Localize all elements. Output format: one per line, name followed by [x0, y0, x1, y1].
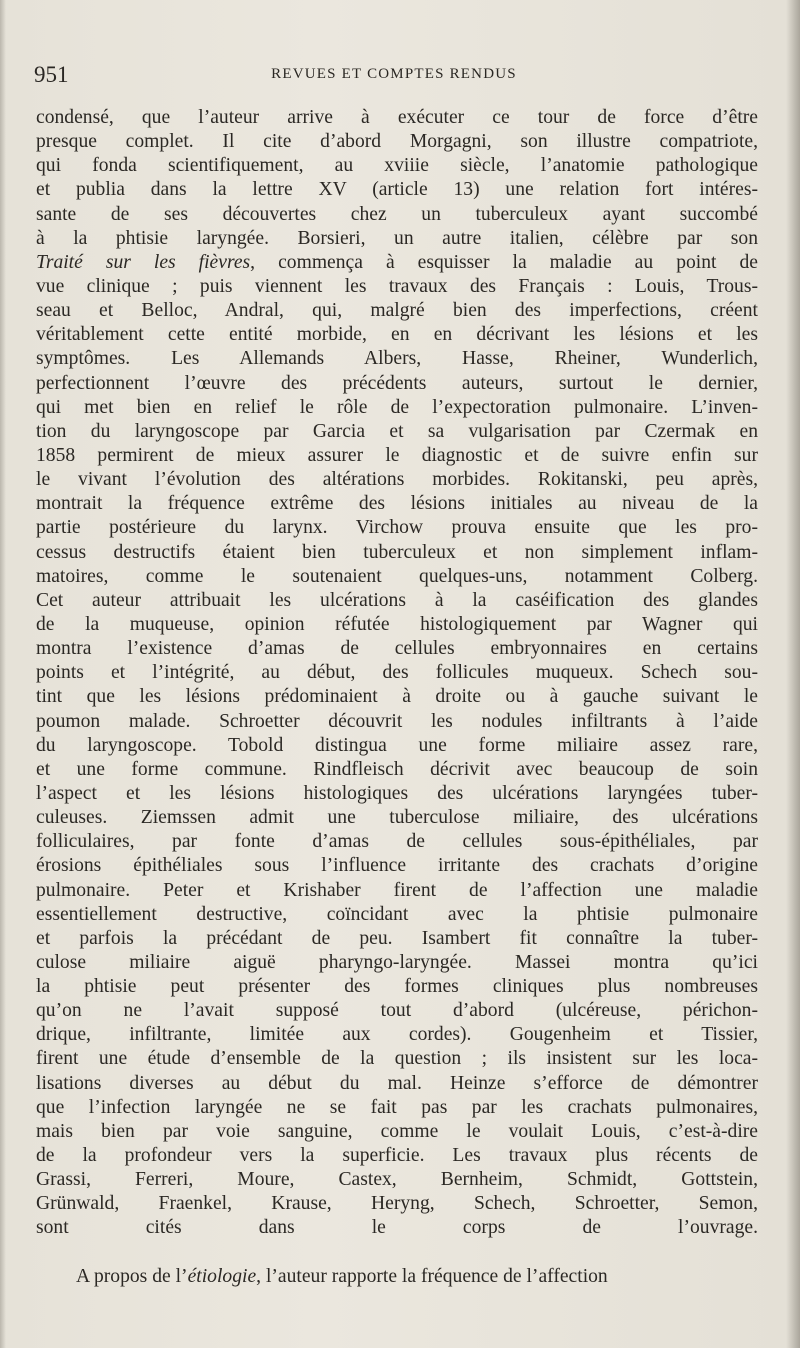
- text-line: de la muqueuse, opinion réfutée histologiquement par Wagner qui: [36, 613, 758, 635]
- text-line: l’aspect et les lésions histologiques des ulcérations laryngées tuber-: [36, 782, 758, 804]
- text-line: firent une étude d’ensemble de la question ; ils insistent sur les loca-: [36, 1048, 758, 1070]
- running-head: REVUES ET COMPTES RENDUS: [271, 66, 517, 82]
- text-line: le vivant l’évolution des altérations morbides. Rokitanski, peu après,: [36, 469, 758, 491]
- text-line: perfectionnent l’œuvre des précédents auteurs, surtout le dernier,: [36, 372, 758, 394]
- italic-term: étiologie: [187, 1265, 257, 1287]
- text-line: culeuses. Ziemssen admit une tuberculose miliaire, des ulcérations: [36, 807, 758, 829]
- text-line: lisations diverses au début du mal. Heinze s’efforce de démontrer: [36, 1072, 758, 1094]
- page-shadow-right: [786, 0, 800, 1348]
- text-line: sante de ses découvertes chez un tuberculeux ayant succombé: [36, 203, 758, 225]
- page-number: 951: [34, 62, 69, 87]
- text-line: seau et Belloc, Andral, qui, malgré bien des imperfections, créent: [36, 300, 758, 322]
- page-shadow-left: [0, 0, 6, 1348]
- text-line: symptômes. Les Allemands Albers, Hasse, Rheiner, Wunderlich,: [36, 348, 758, 370]
- text-line: qui fonda scientifiquement, au xviiie siècle, l’anatomie pathologique: [36, 155, 758, 177]
- text-line: sont cités dans le corps de l’ouvrage.: [36, 1217, 758, 1239]
- text-line: de la profondeur vers la superficie. Les travaux plus récents de: [36, 1145, 758, 1167]
- text-line: Traité sur les fièvres, commença à esquisser la maladie au point de: [36, 251, 758, 273]
- text-line: érosions épithéliales sous l’influence irritante des crachats d’origine: [36, 855, 758, 877]
- text-line: qu’on ne l’avait supposé tout d’abord (ulcéreuse, périchon-: [36, 1000, 758, 1022]
- body-text: [36, 106, 758, 1289]
- text-line: drique, infiltrante, limitée aux cordes). Gougenheim et Tissier,: [36, 1024, 758, 1046]
- text-line: cessus destructifs étaient bien tuberculeux et non simplement inflam-: [36, 541, 758, 563]
- text-line: matoires, comme le soutenaient quelques-uns, notamment Colberg.: [36, 565, 758, 587]
- text-line: véritablement cette entité morbide, en en décrivant les lésions et les: [36, 324, 758, 346]
- text-line: montrait la fréquence extrême des lésions initiales au niveau de la: [36, 493, 758, 515]
- text-line: et une forme commune. Rindfleisch décrivit avec beaucoup de soin: [36, 758, 758, 780]
- text-line: presque complet. Il cite d’abord Morgagni, son illustre compatriote,: [36, 131, 758, 153]
- text-line: Grassi, Ferreri, Moure, Castex, Bernheim, Schmidt, Gottstein,: [36, 1169, 758, 1191]
- text-line: vue clinique ; puis viennent les travaux des Français : Louis, Trous-: [36, 275, 758, 297]
- text-line: points et l’intégrité, au début, des follicules muqueux. Schech sou-: [36, 662, 758, 684]
- text-line: essentiellement destructive, coïncidant avec la phtisie pulmonaire: [36, 903, 758, 925]
- text-line: folliculaires, par fonte d’amas de cellules sous-épithéliales, par: [36, 831, 758, 853]
- text-line: qui met bien en relief le rôle de l’expectoration pulmonaire. L’inven-: [36, 396, 758, 418]
- text-line: et publia dans la lettre XV (article 13) une relation fort intéres-: [36, 179, 758, 201]
- text-line: mais bien par voie sanguine, comme le voulait Louis, c’est-à-dire: [36, 1120, 758, 1142]
- text-line: et parfois la précédant de peu. Isambert fit connaître la tuber-: [36, 927, 758, 949]
- text-line: montra l’existence d’amas de cellules embryonnaires en certains: [36, 638, 758, 660]
- text-line: à la phtisie laryngée. Borsieri, un autre italien, célèbre par son: [36, 227, 758, 249]
- text-line: [36, 1241, 758, 1265]
- text-line: A propos de l’étiologie, l’auteur rapporte la fréquence de l’affection: [76, 1265, 608, 1287]
- text-line: Grünwald, Fraenkel, Krause, Heryng, Schech, Schroetter, Semon,: [36, 1193, 758, 1215]
- text-line: 1858 permirent de mieux assurer le diagnostic et de suivre enfin sur: [36, 444, 758, 466]
- text-line: Cet auteur attribuait les ulcérations à la caséification des glandes: [36, 589, 758, 611]
- text-line: tion du laryngoscope par Garcia et sa vulgarisation par Czermak en: [36, 420, 758, 442]
- text-line: tint que les lésions prédominaient à droite ou à gauche suivant le: [36, 686, 758, 708]
- text-line: culose miliaire aiguë pharyngo-laryngée. Massei montra qu’ici: [36, 951, 758, 973]
- text-line: la phtisie peut présenter des formes cliniques plus nombreuses: [36, 976, 758, 998]
- text-line: partie postérieure du larynx. Virchow prouva ensuite que les pro-: [36, 517, 758, 539]
- text-line: du laryngoscope. Tobold distingua une forme miliaire assez rare,: [36, 734, 758, 756]
- text-line: poumon malade. Schroetter découvrit les nodules infiltrants à l’aide: [36, 710, 758, 732]
- italic-title: Traité sur les fièvres: [36, 251, 251, 273]
- text-line: que l’infection laryngée ne se fait pas par les crachats pulmonaires,: [36, 1096, 758, 1118]
- text-line: condensé, que l’auteur arrive à exécuter ce tour de force d’être: [36, 107, 758, 128]
- page-header: [34, 62, 754, 90]
- text-line: pulmonaire. Peter et Krishaber firent de l’affection une maladie: [36, 879, 758, 901]
